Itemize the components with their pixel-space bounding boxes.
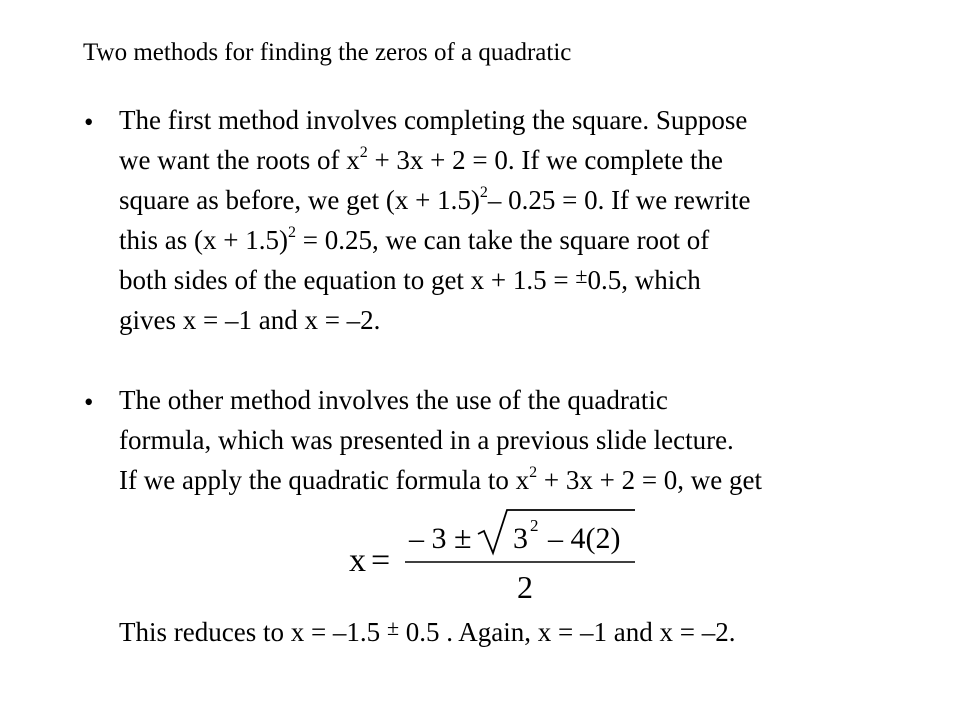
text-segment: we want the roots of x <box>119 145 360 175</box>
bullet-symbol: • <box>84 387 94 417</box>
text-segment: The other method involves the use of the quadratic <box>119 385 668 415</box>
quadratic-formula-equation <box>345 505 645 605</box>
formula-equals: = <box>371 542 391 579</box>
text-line <box>119 260 751 300</box>
text-segment: This reduces to x = –1.5 <box>119 617 387 647</box>
conclusion-text <box>119 612 735 652</box>
plus-minus-sign: ± <box>575 263 588 288</box>
text-line <box>119 180 751 220</box>
slide-title: Two methods for finding the zeros of a quadratic <box>83 39 572 66</box>
text-segment: this as (x + 1.5) <box>119 225 288 255</box>
text-line <box>119 300 751 340</box>
text-segment: The first method involves completing the square. Suppose <box>119 105 748 135</box>
text-segment: If we apply the quadratic formula to x <box>119 465 530 495</box>
text-segment: both sides of the equation to get x + 1.5 = <box>119 265 576 295</box>
radicand-base: 3 <box>513 522 528 555</box>
text-line <box>119 100 751 140</box>
text-segment: – 0.25 = 0. If we rewrite <box>487 185 751 215</box>
formula-numerator-term: – 3 <box>409 522 447 555</box>
exponent: 2 <box>529 464 538 481</box>
formula-lhs: x <box>349 542 366 579</box>
formula-denominator: 2 <box>517 569 533 605</box>
exponent: 2 <box>359 144 368 161</box>
bullet-completing-square <box>119 100 751 340</box>
text-line <box>119 140 751 180</box>
text-segment: + 3x + 2 = 0, we get <box>537 465 763 495</box>
radicand-rest: – 4(2) <box>548 522 621 555</box>
bullet-quadratic-formula <box>119 380 762 500</box>
text-line <box>119 612 735 652</box>
text-segment: gives x = –1 and x = –2. <box>119 305 381 335</box>
exponent: 2 <box>479 184 488 201</box>
text-segment: 0.5 . Again, x = –1 and x = –2. <box>399 617 736 647</box>
plus-minus-sign: ± <box>454 519 472 555</box>
radicand-exponent: 2 <box>530 516 539 535</box>
text-segment: 0.5, which <box>587 265 701 295</box>
exponent: 2 <box>287 224 296 241</box>
text-segment: + 3x + 2 = 0. If we complete the <box>367 145 724 175</box>
plus-minus-sign: ± <box>386 615 400 640</box>
text-segment: formula, which was presented in a previous slide lecture. <box>119 425 734 455</box>
text-line <box>119 460 762 500</box>
text-segment: = 0.25, we can take the square root of <box>295 225 710 255</box>
text-line <box>119 380 762 420</box>
text-segment: square as before, we get (x + 1.5) <box>119 185 480 215</box>
text-line <box>119 420 762 460</box>
bullet-symbol: • <box>84 107 94 137</box>
text-line <box>119 220 751 260</box>
